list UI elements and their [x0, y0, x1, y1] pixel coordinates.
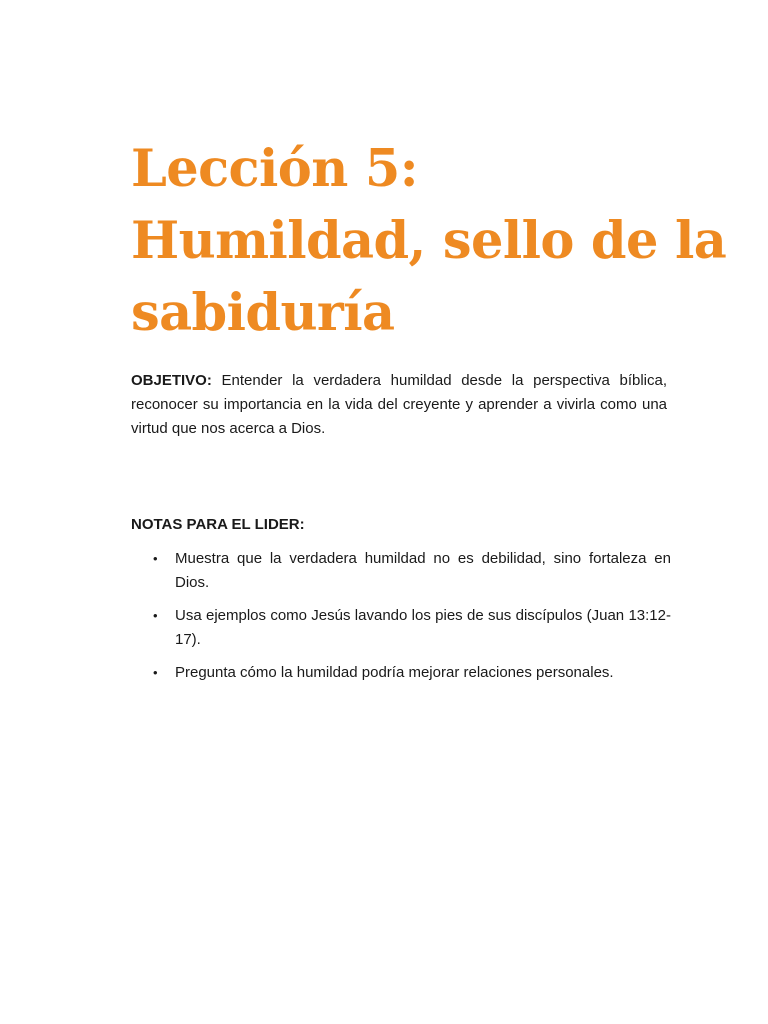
list-item	[131, 661, 671, 685]
lesson-title	[131, 133, 731, 349]
list-item-text: Usa ejemplos como Jesús lavando los pies de sus discípulos (Juan 13:12-17).	[175, 607, 671, 648]
list-item	[131, 604, 671, 652]
leader-notes-list	[131, 547, 671, 694]
list-item	[131, 547, 671, 595]
lesson-title-line-3: sabiduría	[131, 283, 395, 343]
leader-notes-heading: NOTAS PARA EL LIDER:	[131, 516, 305, 533]
lesson-title-line-2: Humildad, sello de la	[131, 211, 727, 271]
list-item-text: Muestra que la verdadera humildad no es debilidad, sino fortaleza en Dios.	[175, 550, 671, 591]
bullet-icon: •	[153, 551, 158, 566]
lesson-title-line-1: Lección 5:	[131, 139, 418, 199]
list-item-text: Pregunta cómo la humildad podría mejorar relaciones personales.	[175, 664, 614, 681]
objective-label: OBJETIVO:	[131, 372, 212, 389]
bullet-icon: •	[153, 608, 158, 623]
objective-paragraph	[131, 369, 667, 441]
bullet-icon: •	[153, 665, 158, 680]
objective-text: Entender la verdadera humildad desde la perspectiva bíblica, reconocer su importancia en la vida del creyente y aprender a vivirla como una virtud que nos acerca a Dios.	[131, 372, 668, 437]
